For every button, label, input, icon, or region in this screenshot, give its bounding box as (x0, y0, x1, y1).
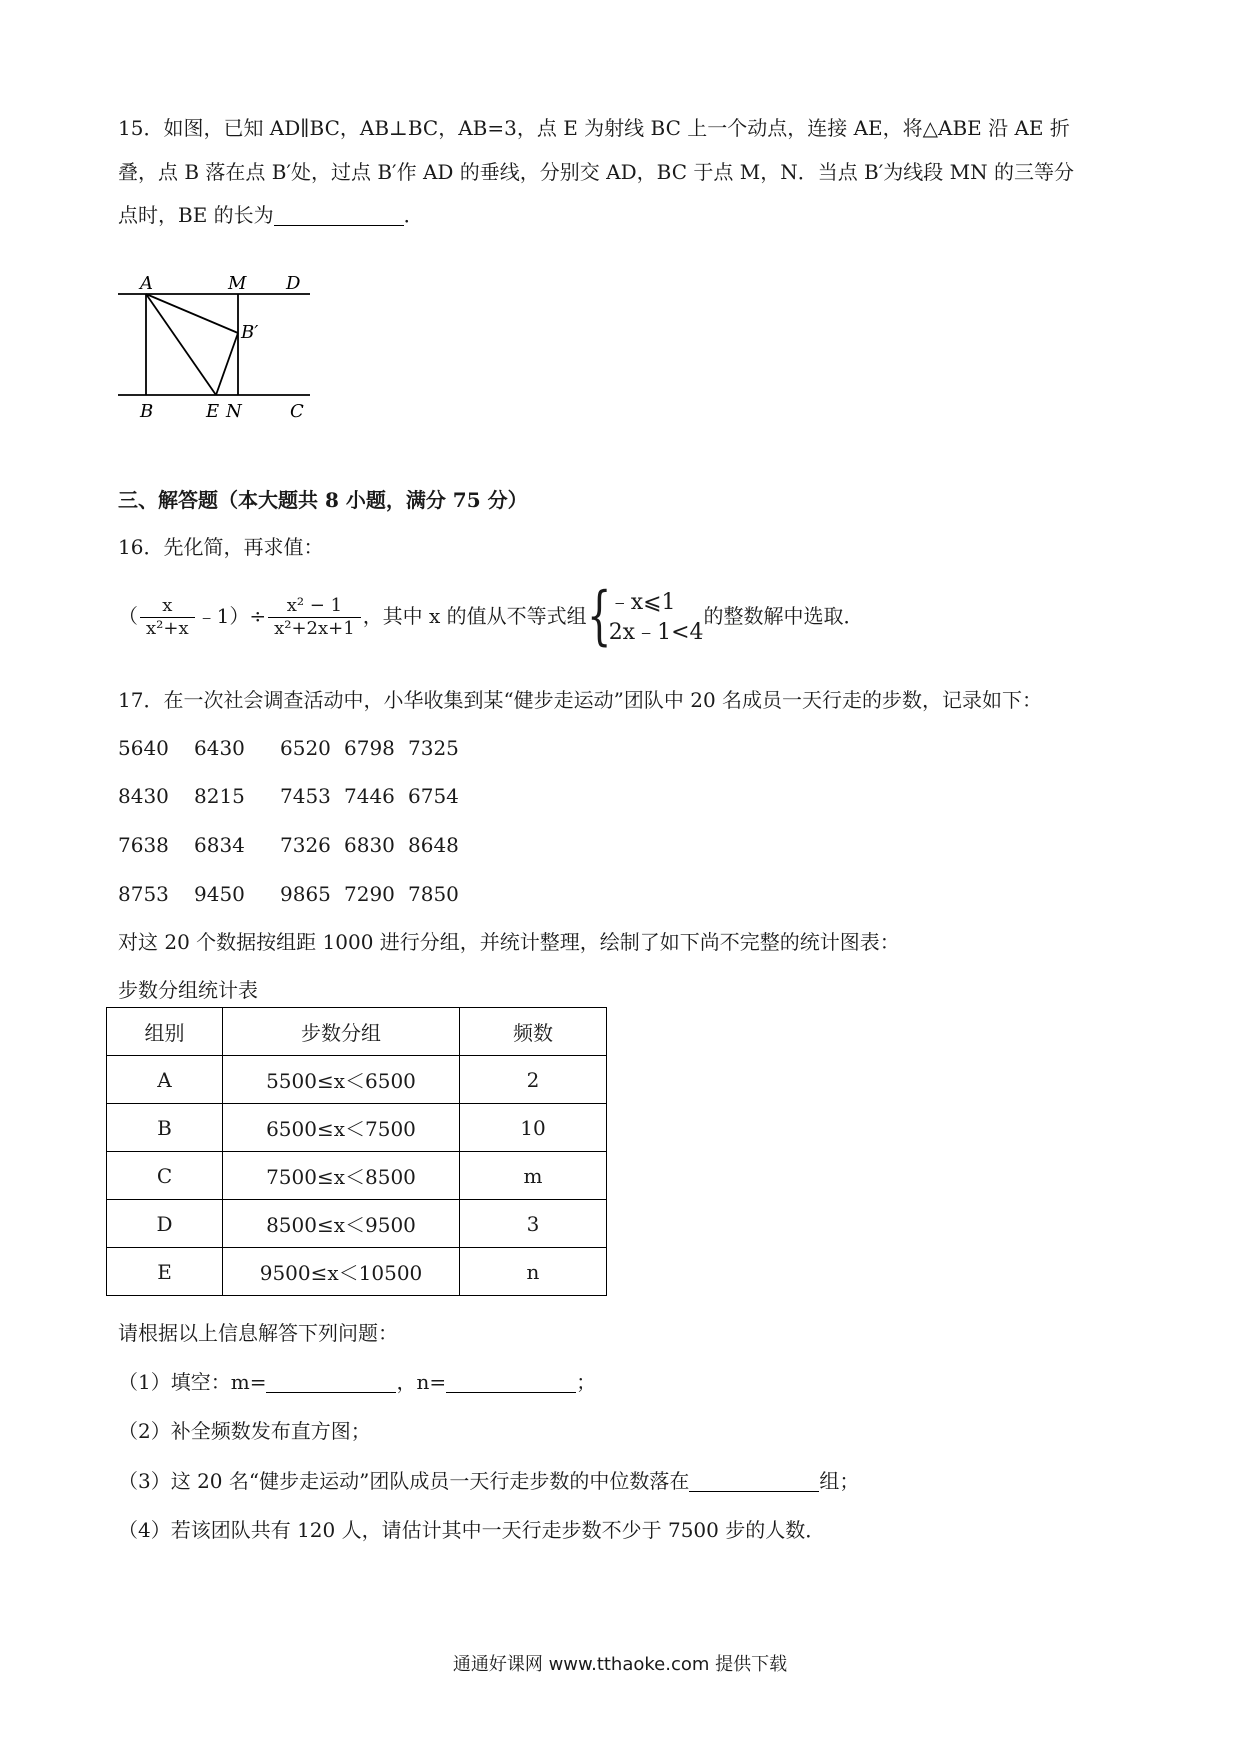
header-range: 步数分组 (223, 1008, 460, 1056)
q16-expression (118, 578, 864, 656)
fraction-2-denominator: x²+2x+1 (274, 618, 355, 639)
label-b: B (140, 401, 154, 422)
inequality-2: 2x﹣1<4 (608, 619, 704, 645)
table-cell: 3 (460, 1200, 607, 1248)
part1-end: ； (576, 1370, 597, 1394)
table-cell: E (107, 1248, 223, 1296)
table-cell: A (107, 1056, 223, 1104)
table-title: 步数分组统计表 (118, 978, 258, 1002)
table-cell: 2 (460, 1056, 607, 1104)
label-c: C (290, 401, 304, 422)
table-cell: 8500≤x＜9500 (223, 1200, 460, 1248)
q17-part2: （2）补全频数发布直方图； (118, 1419, 371, 1443)
table-cell: n (460, 1248, 607, 1296)
fraction-1-denominator: x²+x (146, 618, 189, 639)
q15-line3-text: 点时，BE 的长为 (118, 203, 274, 227)
table-cell: C (107, 1152, 223, 1200)
data-cell: 8430 (118, 784, 169, 808)
table-row (107, 1200, 607, 1248)
data-cell: 7326 (280, 833, 331, 857)
data-cell: 5640 (118, 736, 169, 760)
segment-b-prime-e (216, 333, 238, 395)
part3-end: 组； (819, 1469, 860, 1493)
fraction-2 (268, 595, 361, 640)
inequality-system (586, 578, 704, 653)
q15-geometry-figure (114, 268, 314, 428)
inequality-1: ﹣x⩽1 (608, 589, 676, 615)
data-cell: 9450 (194, 882, 245, 906)
table-row (107, 1152, 607, 1200)
table-cell: m (460, 1152, 607, 1200)
data-cell: 6754 (408, 784, 459, 808)
q17-grouping-text: 对这 20 个数据按组距 1000 进行分组，并统计整理，绘制了如下尚不完整的统计图表： (118, 930, 900, 954)
data-cell: 8215 (194, 784, 245, 808)
fraction-2-numerator: x² − 1 (268, 595, 361, 618)
data-cell: 7446 (344, 784, 395, 808)
stats-table (106, 1007, 607, 1296)
label-b-prime: B′ (241, 322, 259, 343)
label-m: M (228, 273, 247, 294)
answer-blank-n[interactable] (446, 1374, 576, 1393)
table-row (107, 1104, 607, 1152)
q16-middle-text: ，其中 x 的值从不等式组 (362, 604, 587, 628)
table-row (107, 1248, 607, 1296)
q15-line3 (118, 200, 424, 230)
data-cell: 7638 (118, 833, 169, 857)
label-a: A (140, 273, 153, 294)
data-cell: 7453 (280, 784, 331, 808)
data-cell: 7290 (344, 882, 395, 906)
table-cell: 7500≤x＜8500 (223, 1152, 460, 1200)
data-row (118, 781, 472, 811)
open-paren: （ (118, 604, 138, 628)
answer-blank[interactable] (274, 207, 404, 226)
data-cell: 6798 (344, 736, 395, 760)
q16-tail-text: 的整数解中选取． (703, 604, 864, 628)
q17-part4: （4）若该团队共有 120 人，请估计其中一天行走步数不少于 7500 步的人数． (118, 1518, 826, 1542)
label-n: N (226, 401, 242, 422)
q16-title: 16．先化简，再求值： (118, 535, 324, 559)
section-heading: 三、解答题（本大题共 8 小题，满分 75 分） (118, 488, 528, 512)
table-cell: 10 (460, 1104, 607, 1152)
table-cell: D (107, 1200, 223, 1248)
data-row (118, 879, 472, 909)
table-cell: 9500≤x＜10500 (223, 1248, 460, 1296)
answer-blank-m[interactable] (266, 1374, 396, 1393)
part1-mid: ，n= (396, 1370, 447, 1394)
data-cell: 6830 (344, 833, 395, 857)
q15-line2: 叠，点 B 落在点 B′处，过点 B′作 AD 的垂线，分别交 AD，BC 于点 M，N．当点 B′为线段 MN 的三等分 (118, 160, 1074, 184)
header-group: 组别 (107, 1008, 223, 1056)
part3-text: （3）这 20 名“健步走运动”团队成员一天行走步数的中位数落在 (118, 1469, 690, 1493)
left-brace: { (586, 578, 612, 653)
data-cell: 7325 (408, 736, 459, 760)
q17-part3 (118, 1466, 859, 1496)
data-cell: 9865 (280, 882, 331, 906)
data-row (118, 733, 472, 763)
table-header-row (107, 1008, 607, 1056)
q17-prompt: 请根据以上信息解答下列问题： (118, 1321, 398, 1345)
footer-text: 通通好课网 www.tthaoke.com 提供下载 (452, 1654, 788, 1675)
q15-line3-end: ． (403, 203, 424, 227)
table-cell: B (107, 1104, 223, 1152)
q17-part1 (118, 1367, 596, 1397)
label-d: D (286, 273, 301, 294)
data-cell: 6834 (194, 833, 245, 857)
answer-blank-group[interactable] (689, 1473, 819, 1492)
minus-one-divide: ﹣1）÷ (196, 604, 267, 628)
fraction-1 (140, 595, 195, 640)
table-row (107, 1056, 607, 1104)
table-cell: 6500≤x＜7500 (223, 1104, 460, 1152)
part1-text: （1）填空：m= (118, 1370, 267, 1394)
header-frequency: 频数 (460, 1008, 607, 1056)
q17-intro: 17．在一次社会调查活动中，小华收集到某“健步走运动”团队中 20 名成员一天行走的步数，记录如下： (118, 688, 1043, 712)
q15-line1: 15．如图，已知 AD∥BC，AB⊥BC，AB=3，点 E 为射线 BC 上一个动点，连接 AE，将△ABE 沿 AE 折 (118, 116, 1070, 140)
data-cell: 8753 (118, 882, 169, 906)
table-cell: 5500≤x＜6500 (223, 1056, 460, 1104)
data-row (118, 830, 472, 860)
data-cell: 6430 (194, 736, 245, 760)
data-cell: 7850 (408, 882, 459, 906)
fraction-1-numerator: x (140, 595, 195, 618)
data-cell: 8648 (408, 833, 459, 857)
label-e: E (206, 401, 220, 422)
data-cell: 6520 (280, 736, 331, 760)
